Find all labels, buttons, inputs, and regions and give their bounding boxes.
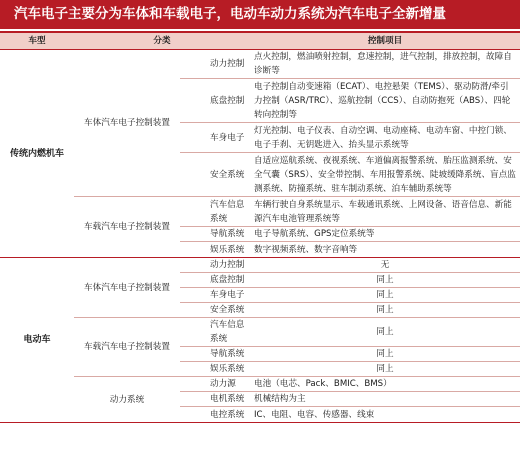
classification-table	[0, 31, 520, 423]
control-items-cell: 同上	[250, 362, 520, 377]
subcategory-cell: 电控系统	[180, 407, 250, 423]
subcategory-cell: 车身电子	[180, 288, 250, 303]
page-title: 汽车电子主要分为车体和车载电子，电动车动力系统为汽车电子全新增量	[0, 0, 520, 29]
subcategory-cell: 娱乐系统	[180, 242, 250, 258]
control-items-cell: 无	[250, 258, 520, 273]
control-items-cell: 车辆行驶自身系统显示、车载通讯系统、上网设备、语音信息、新能源汽车电池管理系统等	[250, 197, 520, 227]
subcategory-cell: 导航系统	[180, 347, 250, 362]
control-items-cell: 同上	[250, 347, 520, 362]
control-items-cell: 灯光控制、电子仪表、自动空调、电动座椅、电动车窗、中控门锁、电子手刹、无钥匙进入、抬头显示系统等	[250, 123, 520, 153]
category-onboard-electronics: 车载汽车电子控制装置	[74, 318, 180, 377]
control-items-cell: 同上	[250, 288, 520, 303]
control-items-cell: 电子控制自动变速箱（ECAT）、电控悬架（TEMS）、驱动防滑/牵引力控制（ASR/TRC）、巡航控制（CCS）、自动防抱死（ABS）、四轮转向控制等	[250, 79, 520, 123]
table-row	[0, 318, 520, 347]
control-items-cell: 电子导航系统、GPS定位系统等	[250, 227, 520, 242]
table-row	[0, 197, 520, 227]
subcategory-cell: 底盘控制	[180, 79, 250, 123]
control-items-cell: 点火控制，燃油喷射控制，怠速控制，进气控制，排放控制，故障自诊断等	[250, 50, 520, 79]
table-row	[0, 258, 520, 273]
category-body-electronics: 车体汽车电子控制装置	[74, 258, 180, 318]
subcategory-cell: 安全系统	[180, 303, 250, 318]
subcategory-cell: 动力控制	[180, 258, 250, 273]
subcategory-cell: 车身电子	[180, 123, 250, 153]
control-items-cell: IC、电阻、电容、传感器、线束	[250, 407, 520, 423]
category-body-electronics: 车体汽车电子控制装置	[74, 50, 180, 197]
control-items-cell: 机械结构为主	[250, 392, 520, 407]
table-header-row	[0, 32, 520, 50]
category-onboard-electronics: 车载汽车电子控制装置	[74, 197, 180, 258]
subcategory-cell: 汽车信息系统	[180, 197, 250, 227]
table-row	[0, 50, 520, 79]
subcategory-cell: 动力源	[180, 377, 250, 392]
control-items-cell: 自适应巡航系统、夜视系统、车道偏离报警系统、胎压监测系统、安全气囊（SRS）、安全带控制、车用报警系统、陡坡缓降系统、盲点监测系统、防撞系统、驻车制动系统、泊车辅助系统等	[250, 153, 520, 197]
control-items-cell: 电池（电芯、Pack、BMIC、BMS）	[250, 377, 520, 392]
control-items-cell: 数字视频系统、数字音响等	[250, 242, 520, 258]
subcategory-cell: 汽车信息系统	[180, 318, 250, 347]
subcategory-cell: 安全系统	[180, 153, 250, 197]
subcategory-cell: 电机系统	[180, 392, 250, 407]
header-control-items: 控制项目	[250, 32, 520, 50]
subcategory-cell: 底盘控制	[180, 273, 250, 288]
control-items-cell: 同上	[250, 303, 520, 318]
header-category: 分类	[74, 32, 250, 50]
vehicle-type-ice: 传统内燃机车	[0, 50, 74, 258]
category-power-system: 动力系统	[74, 377, 180, 423]
subcategory-cell: 导航系统	[180, 227, 250, 242]
subcategory-cell: 动力控制	[180, 50, 250, 79]
control-items-cell: 同上	[250, 318, 520, 347]
table-row	[0, 377, 520, 392]
vehicle-type-ev: 电动车	[0, 258, 74, 423]
header-vehicle-type: 车型	[0, 32, 74, 50]
subcategory-cell: 娱乐系统	[180, 362, 250, 377]
control-items-cell: 同上	[250, 273, 520, 288]
